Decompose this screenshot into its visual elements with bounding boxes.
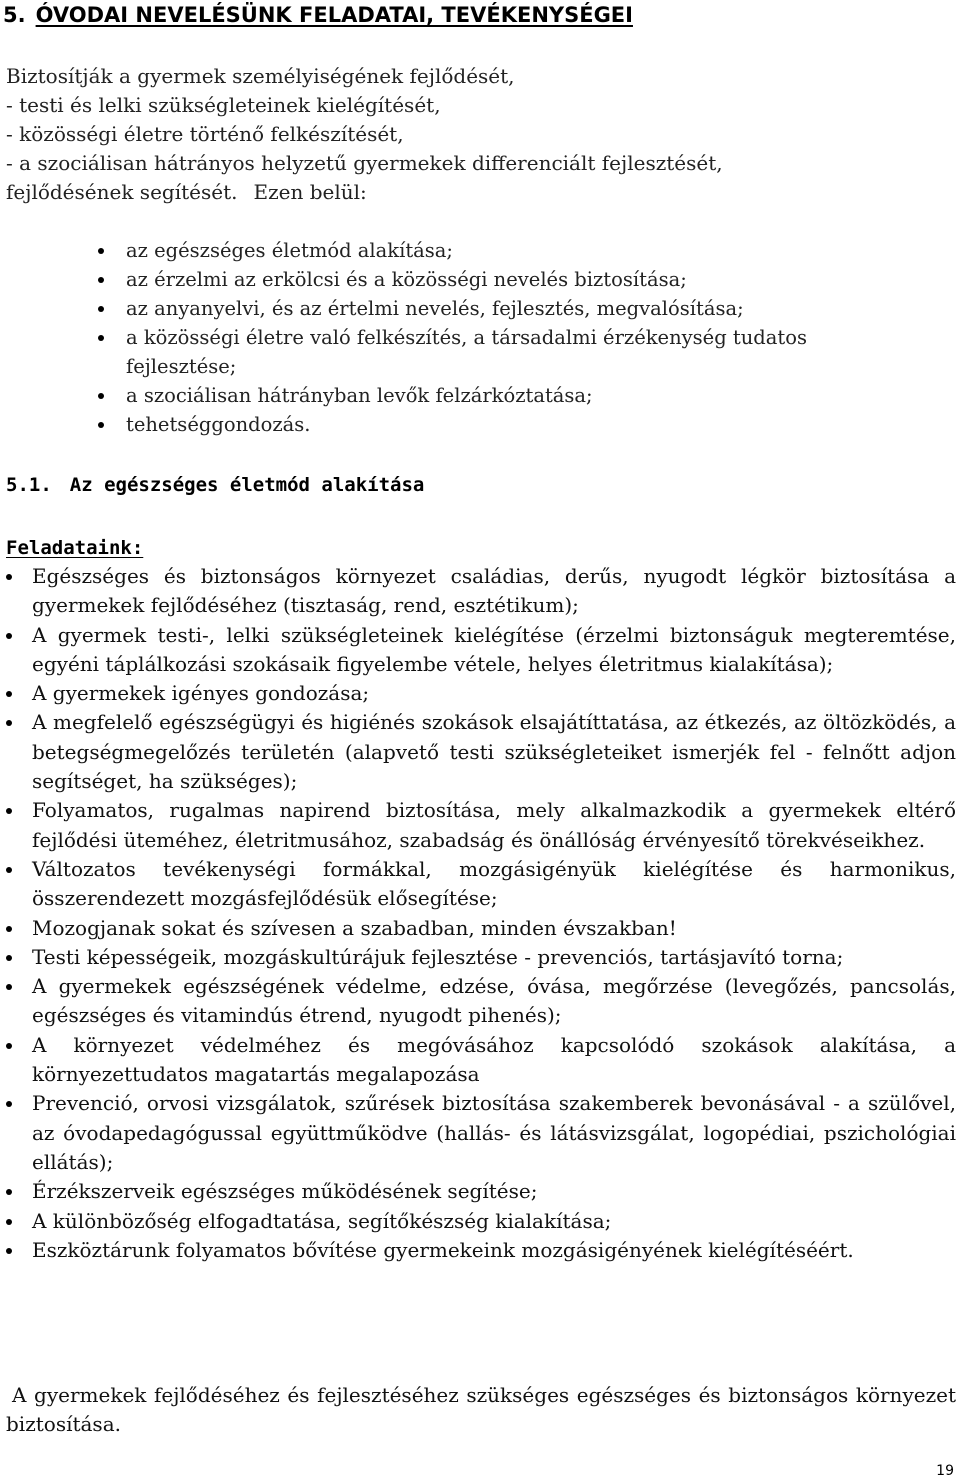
task-item <box>6 1031 956 1090</box>
bullet-icon <box>6 720 12 726</box>
bullet-icon <box>6 633 12 639</box>
task-text: A gyermekek igényes gondozása; <box>32 681 370 706</box>
bullet-icon <box>6 691 12 697</box>
section-heading <box>6 470 424 500</box>
task-text: A különbözőség elfogadtatása, segítőkészség kialakítása; <box>32 1208 612 1233</box>
task-item <box>6 708 956 796</box>
bullet-icon <box>98 335 104 341</box>
bullet-icon <box>6 867 12 873</box>
bullet-icon <box>6 1219 12 1225</box>
task-item <box>6 972 956 1031</box>
task-item <box>6 1236 956 1265</box>
task-item <box>6 1207 956 1236</box>
intro-line: - testi és lelki szükségleteinek kielégítését, <box>6 93 441 117</box>
goal-text: tehetséggondozás. <box>126 413 311 436</box>
goal-item <box>98 410 918 439</box>
bullet-icon <box>6 1043 12 1049</box>
goal-text: a közösségi életre való felkészítés, a társadalmi érzékenység tudatos fejlesztése; <box>126 326 807 378</box>
goal-item <box>98 236 918 265</box>
goal-text: az anyanyelvi, és az értelmi nevelés, fejlesztés, megvalósítása; <box>126 297 744 320</box>
task-item <box>6 562 956 621</box>
bullet-icon <box>98 248 104 254</box>
closing-paragraph: A gyermekek fejlődéséhez és fejlesztéséhez szükséges egészséges és biztonságos környezet biztosítása. <box>6 1383 956 1437</box>
section-title: Az egészséges életmód alakítása <box>69 474 425 496</box>
goal-item <box>98 294 918 323</box>
goal-item <box>98 323 918 381</box>
bullet-icon <box>6 1101 12 1107</box>
section-number: 5.1. <box>6 474 52 496</box>
task-item <box>6 679 956 708</box>
goal-text: a szociálisan hátrányban levők felzárkóztatása; <box>126 384 593 407</box>
bullet-icon <box>6 1189 12 1195</box>
task-item <box>6 1177 956 1206</box>
task-text: Egészséges és biztonságos környezet családias, derűs, nyugodt légkör biztosítása a gyermekek fejlődéséhez (tisztaság, rend, esztétikum); <box>32 564 956 618</box>
chapter-number: 5. <box>3 3 26 27</box>
goal-text: az érzelmi az erkölcsi és a közösségi nevelés biztosítása; <box>126 268 687 291</box>
bullet-icon <box>98 422 104 428</box>
task-text: Változatos tevékenységi formákkal, mozgásigényük kielégítése és harmonikus, összerendezett mozgásfejlődésük elősegítése; <box>32 856 956 911</box>
task-text: A gyermek testi-, lelki szükségleteinek kielégítése (érzelmi biztonságuk megteremtése, egyéni táplálkozási szokásaik figyelembe vétele, helyes életritmus kialakítása); <box>32 622 956 676</box>
task-item <box>6 796 956 855</box>
chapter-heading <box>3 0 633 30</box>
bullet-icon <box>6 808 12 814</box>
task-text: A megfelelő egészségügyi és higiénés szokások elsajátíttatása, az étkezés, az öltözködés, a betegségmegelőzés területén (alapvető testi szükségleteiket ismerjék fel - felnőtt adjon segítséget, ha szükséges); <box>32 710 956 794</box>
goals-list <box>98 236 918 439</box>
goal-item <box>98 265 918 294</box>
bullet-icon <box>6 574 12 580</box>
task-text: A környezet védelméhez és megóvásához kapcsolódó szokások alakítása, a környezettudatos magatartás megalapozása <box>32 1032 956 1087</box>
task-text: Érzékszerveik egészséges működésének segítése; <box>32 1179 538 1204</box>
intro-paragraph <box>6 62 956 207</box>
page-number: 19 <box>936 1463 954 1479</box>
bullet-icon <box>6 1248 12 1254</box>
tasks-list <box>6 562 956 1265</box>
tasks-label: Feladataink: <box>6 537 144 559</box>
task-item <box>6 943 956 972</box>
task-item <box>6 1089 956 1177</box>
intro-line: - közösségi életre történő felkészítését, <box>6 122 404 146</box>
bullet-icon <box>6 984 12 990</box>
task-item <box>6 855 956 914</box>
bullet-icon <box>98 277 104 283</box>
task-text: Mozogjanak sokat és szívesen a szabadban, minden évszakban! <box>32 915 677 940</box>
chapter-title: ÓVODAI NEVELÉSÜNK FELADATAI, TEVÉKENYSÉGEI <box>35 3 633 27</box>
task-item <box>6 621 956 680</box>
task-item <box>6 914 956 943</box>
goal-text: az egészséges életmód alakítása; <box>126 239 453 262</box>
bullet-icon <box>98 306 104 312</box>
bullet-icon <box>6 926 12 932</box>
task-text: Testi képességeik, mozgáskultúrájuk fejlesztése - prevenciós, tartásjavító torna; <box>32 944 844 969</box>
task-text: Folyamatos, rugalmas napirend biztosítása, mely alkalmazkodik a gyermekek eltérő fejlődési üteméhez, életritmusához, szabadság és önállóság érvényesítő törekvéseikhez. <box>32 798 956 852</box>
task-text: Eszköztárunk folyamatos bővítése gyermekeink mozgásigényének kielégítéséért. <box>32 1237 854 1262</box>
bullet-icon <box>98 393 104 399</box>
within-label: Ezen belül: <box>253 180 367 204</box>
intro-line: Biztosítják a gyermek személyiségének fejlődését, <box>6 64 515 88</box>
intro-last-line: fejlődésének segítését. <box>6 180 238 204</box>
intro-line <box>6 178 956 207</box>
goal-item <box>98 381 918 410</box>
task-text: Prevenció, orvosi vizsgálatok, szűrések biztosítása szakemberek bevonásával - a szülővel, az óvodapedagógussal együttműködve (hallás- és látásvizsgálat, logopédiai, pszichológiai ellátás); <box>32 1091 956 1174</box>
bullet-icon <box>6 955 12 961</box>
intro-line: - a szociálisan hátrányos helyzetű gyermekek differenciált fejlesztését, <box>6 151 723 175</box>
task-text: A gyermekek egészségének védelme, edzése, óvása, megőrzése (levegőzés, pancsolás, egészséges és vitamindús étrend, nyugodt pihenés); <box>32 974 956 1028</box>
